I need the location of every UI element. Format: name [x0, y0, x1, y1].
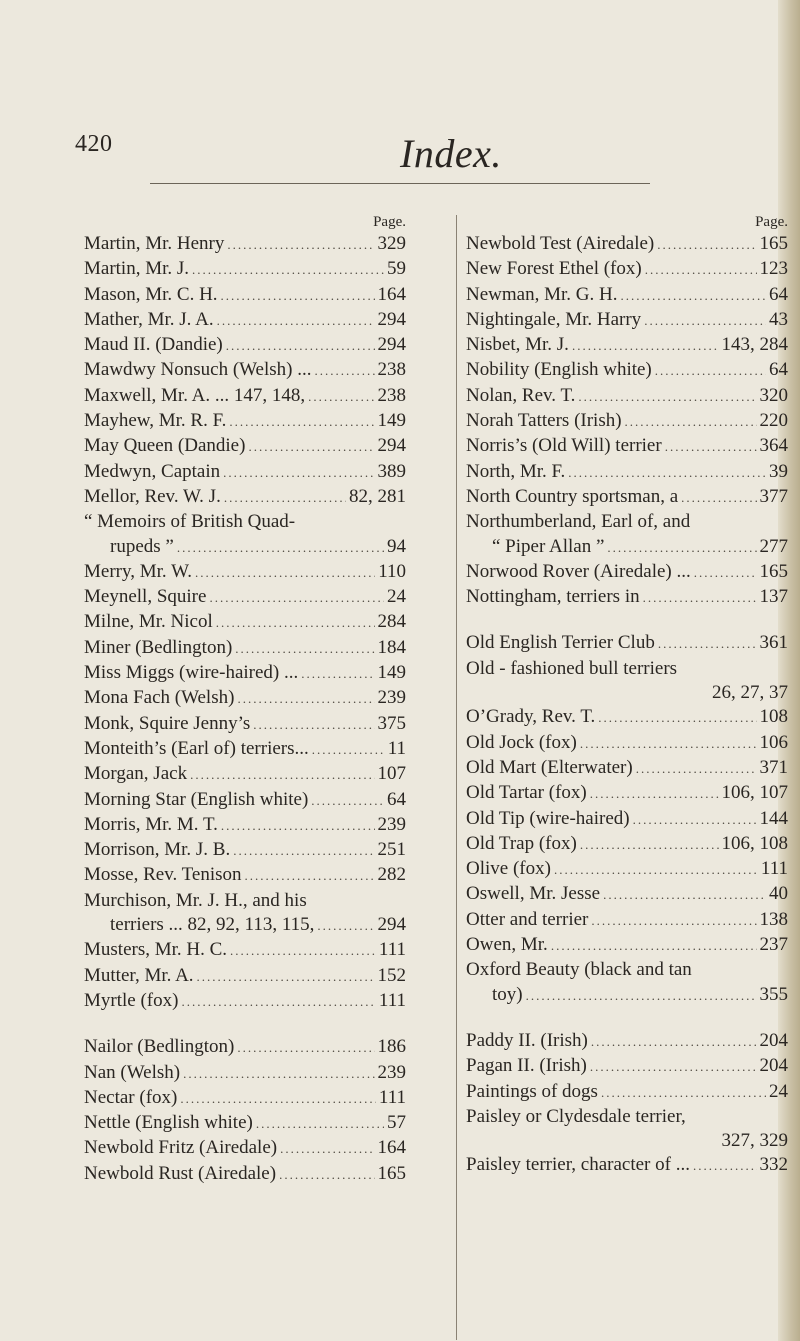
index-entry — [466, 933, 788, 958]
index-entry — [466, 460, 788, 485]
dot-leader — [694, 561, 757, 585]
entry-pages: 186 — [377, 1036, 406, 1058]
index-entry — [466, 756, 788, 781]
index-entry — [466, 681, 788, 705]
entry-term: Norah Tatters (Irish) — [466, 410, 622, 432]
group-gap — [466, 610, 788, 631]
entry-term: Nectar (fox) — [84, 1086, 178, 1108]
entry-pages: 106, 107 — [721, 782, 788, 804]
entry-term: Norris’s (Old Will) terrier — [466, 435, 662, 457]
entry-term: Mather, Mr. J. A. — [84, 308, 214, 330]
dot-leader — [572, 334, 719, 358]
entry-pages: 149 — [377, 662, 406, 684]
index-entry — [84, 257, 406, 282]
dot-leader — [279, 1163, 374, 1187]
entry-pages: 294 — [377, 435, 406, 457]
entry-term: Oxford Beauty (black and tan — [466, 959, 692, 981]
entry-term: Nightingale, Mr. Harry — [466, 308, 642, 330]
entry-pages: 251 — [377, 839, 406, 861]
dot-leader — [229, 410, 374, 434]
index-entry — [466, 257, 788, 282]
dot-leader — [633, 808, 757, 832]
entry-pages: 165 — [759, 560, 788, 582]
index-entry — [84, 889, 406, 913]
index-entry — [84, 585, 406, 610]
entry-pages: 64 — [769, 359, 788, 381]
entry-term: Monteith’s (Earl of) terriers... — [84, 737, 309, 759]
index-entry — [466, 308, 788, 333]
index-entry — [84, 1162, 406, 1187]
entry-pages: 11 — [387, 737, 406, 759]
entry-pages: 294 — [377, 914, 406, 936]
dot-leader — [658, 632, 757, 656]
entry-pages: 239 — [377, 687, 406, 709]
dot-leader — [308, 385, 374, 409]
dot-leader — [620, 284, 766, 308]
entry-term: Mona Fach (Welsh) — [84, 687, 235, 709]
dot-leader — [311, 789, 384, 813]
entry-pages: 57 — [387, 1112, 406, 1134]
dot-leader — [195, 561, 375, 585]
entry-term: Nan (Welsh) — [84, 1061, 181, 1083]
index-column-left — [84, 212, 406, 1187]
entry-pages: 237 — [759, 934, 788, 956]
entry-term: Mosse, Rev. Tenison — [84, 864, 242, 886]
entry-pages: 64 — [387, 788, 406, 810]
index-entry — [466, 1105, 788, 1129]
entry-pages: 164 — [377, 1137, 406, 1159]
entry-pages: 111 — [378, 989, 406, 1011]
entry-pages: 239 — [377, 1061, 406, 1083]
index-entry — [466, 882, 788, 907]
index-entry — [84, 610, 406, 635]
group-gap — [84, 1014, 406, 1035]
entry-term: Old Mart (Elterwater) — [466, 756, 633, 778]
entry-term: Nailor (Bedlington) — [84, 1036, 235, 1058]
entry-term: Morrison, Mr. J. B. — [84, 839, 231, 861]
dot-leader — [578, 385, 756, 409]
dot-leader — [221, 814, 375, 838]
dot-leader — [256, 1112, 384, 1136]
index-entry — [84, 460, 406, 485]
entry-pages: 137 — [759, 586, 788, 608]
entry-pages: 26, 27, 37 — [712, 682, 788, 704]
entry-term: Newbold Fritz (Airedale) — [84, 1137, 278, 1159]
entry-term: Myrtle (fox) — [84, 989, 179, 1011]
entry-term: New Forest Ethel (fox) — [466, 258, 642, 280]
dot-leader — [190, 763, 374, 787]
entry-term: Old Trap (fox) — [466, 832, 577, 854]
dot-leader — [625, 410, 757, 434]
page-column-label: Page. — [373, 214, 406, 230]
index-entry — [84, 510, 406, 534]
index-column-right — [466, 212, 788, 1179]
dot-leader — [681, 486, 756, 510]
entry-pages: 375 — [377, 712, 406, 734]
entry-term: Meynell, Squire — [84, 586, 207, 608]
entry-term: Murchison, Mr. J. H., and his — [84, 889, 307, 911]
entry-pages: 144 — [759, 807, 788, 829]
dot-leader — [665, 435, 757, 459]
dot-leader — [601, 1081, 766, 1105]
index-entry — [466, 535, 788, 560]
index-entry — [84, 1061, 406, 1086]
index-entry — [84, 813, 406, 838]
entry-pages: 294 — [377, 334, 406, 356]
index-entry — [84, 636, 406, 661]
entry-pages: 138 — [759, 908, 788, 930]
index-entry — [466, 283, 788, 308]
dot-leader — [181, 990, 375, 1014]
page-number: 420 — [75, 131, 113, 157]
dot-leader — [657, 233, 756, 257]
entry-pages: 111 — [378, 1086, 406, 1108]
dot-leader — [590, 782, 719, 806]
entry-pages: 123 — [759, 258, 788, 280]
dot-leader — [607, 536, 756, 560]
entry-term: Mason, Mr. C. H. — [84, 283, 218, 305]
entry-term: “ Piper Allan ” — [492, 535, 605, 557]
entry-term: Old English Terrier Club — [466, 632, 655, 654]
entry-term: Newbold Test (Airedale) — [466, 233, 655, 254]
entry-pages: 107 — [377, 763, 406, 785]
dot-leader — [317, 914, 374, 938]
entry-pages: 364 — [759, 435, 788, 457]
dot-leader — [197, 965, 375, 989]
entry-term: Mutter, Mr. A. — [84, 964, 194, 986]
entry-pages: 204 — [759, 1029, 788, 1051]
dot-leader — [655, 359, 766, 383]
entry-term: Martin, Mr. Henry — [84, 233, 225, 254]
entry-term: Nettle (English white) — [84, 1112, 253, 1134]
index-entry — [466, 705, 788, 730]
index-entry — [466, 958, 788, 982]
entry-term: Mellor, Rev. W. J. — [84, 485, 221, 507]
entry-pages: 361 — [759, 632, 788, 654]
entry-term: Newman, Mr. G. H. — [466, 283, 618, 305]
entry-pages: 106 — [759, 731, 788, 753]
entry-term: Olive (fox) — [466, 858, 551, 880]
index-entry — [466, 807, 788, 832]
entry-term: Mayhew, Mr. R. F. — [84, 410, 227, 432]
entry-term: Miner (Bedlington) — [84, 636, 233, 658]
entry-term: North, Mr. F. — [466, 460, 566, 482]
entry-term: Musters, Mr. H. C. — [84, 939, 228, 961]
entry-pages: 389 — [377, 460, 406, 482]
index-entry — [84, 762, 406, 787]
group-gap — [466, 1008, 788, 1029]
entry-term: Paintings of dogs — [466, 1080, 598, 1102]
index-entry — [466, 631, 788, 656]
index-entry — [84, 788, 406, 813]
dot-leader — [312, 738, 385, 762]
index-entry — [466, 731, 788, 756]
entry-term: North Country sportsman, a — [466, 485, 679, 507]
dot-leader — [217, 309, 375, 333]
dot-leader — [643, 586, 757, 610]
entry-pages: 332 — [759, 1154, 788, 1176]
entry-term: Norwood Rover (Airedale) ... — [466, 560, 691, 582]
index-entry — [84, 560, 406, 585]
dot-leader — [224, 486, 346, 510]
dot-leader — [590, 1055, 757, 1079]
entry-pages: 82, 281 — [349, 485, 406, 507]
entry-pages: 220 — [759, 410, 788, 432]
index-entry — [84, 737, 406, 762]
entry-term: Old Jock (fox) — [466, 731, 577, 753]
dot-leader — [237, 687, 374, 711]
index-entry — [466, 384, 788, 409]
index-entry — [84, 535, 406, 560]
entry-pages: 111 — [378, 939, 406, 961]
entry-pages: 39 — [769, 460, 788, 482]
index-entry — [84, 712, 406, 737]
entry-pages: 24 — [387, 586, 406, 608]
entry-pages: 165 — [377, 1162, 406, 1184]
dot-leader — [223, 461, 374, 485]
entry-pages: 143, 284 — [721, 334, 788, 356]
entry-pages: 238 — [377, 359, 406, 381]
index-entry — [84, 485, 406, 510]
entry-pages: 320 — [759, 384, 788, 406]
dot-leader — [235, 637, 374, 661]
index-entry — [84, 1111, 406, 1136]
dot-leader — [551, 934, 757, 958]
dot-leader — [226, 334, 375, 358]
entry-term: Morning Star (English white) — [84, 788, 309, 810]
index-entry — [466, 510, 788, 534]
entry-pages: 24 — [769, 1080, 788, 1102]
entry-term: Monk, Squire Jenny’s — [84, 712, 251, 734]
index-entry — [84, 989, 406, 1014]
entry-pages: 377 — [759, 485, 788, 507]
entry-pages: 329 — [377, 233, 406, 254]
index-entry — [84, 283, 406, 308]
dot-leader — [227, 233, 374, 257]
index-entry — [466, 434, 788, 459]
entry-pages: 184 — [377, 636, 406, 658]
index-entry — [84, 409, 406, 434]
entry-pages: 277 — [759, 535, 788, 557]
index-entry — [466, 1153, 788, 1178]
dot-leader — [216, 611, 375, 635]
entry-term: “ Memoirs of British Quad- — [84, 511, 296, 533]
entry-pages: 294 — [377, 308, 406, 330]
entry-term: Martin, Mr. J. — [84, 258, 190, 280]
index-entry — [466, 333, 788, 358]
page-column-label: Page. — [755, 214, 788, 230]
entry-term: toy) — [492, 983, 523, 1005]
index-entry — [84, 384, 406, 409]
index-entry — [466, 585, 788, 610]
entry-pages: 108 — [759, 706, 788, 728]
index-entry — [84, 434, 406, 459]
dot-leader — [248, 435, 374, 459]
index-entry — [84, 913, 406, 938]
entry-term: Pagan II. (Irish) — [466, 1055, 587, 1077]
entry-term: Oswell, Mr. Jesse — [466, 883, 601, 905]
dot-leader — [580, 833, 719, 857]
index-entry — [84, 938, 406, 963]
entry-term: May Queen (Dandie) — [84, 435, 246, 457]
entry-term: Old Tip (wire-haired) — [466, 807, 630, 829]
index-entry — [466, 908, 788, 933]
entry-pages: 110 — [378, 560, 406, 582]
index-entry — [84, 232, 406, 257]
header-rule — [150, 183, 650, 184]
index-entry — [84, 686, 406, 711]
entry-pages: 152 — [377, 964, 406, 986]
entry-term: Old Tartar (fox) — [466, 782, 587, 804]
index-entry — [466, 232, 788, 257]
dot-leader — [645, 258, 757, 282]
entry-term: Newbold Rust (Airedale) — [84, 1162, 277, 1184]
dot-leader — [253, 713, 374, 737]
page-header — [0, 0, 800, 190]
entry-pages: 165 — [759, 233, 788, 254]
entry-pages: 43 — [769, 308, 788, 330]
dot-leader — [280, 1137, 374, 1161]
entry-term: Owen, Mr. — [466, 934, 548, 956]
entry-term: Old - fashioned bull terriers — [466, 657, 678, 679]
index-entry — [466, 781, 788, 806]
index-entry — [84, 1086, 406, 1111]
entry-term: Paisley or Clydesdale terrier, — [466, 1105, 686, 1127]
entry-pages: 164 — [377, 283, 406, 305]
entry-term: O’Grady, Rev. T. — [466, 706, 596, 728]
index-entry — [466, 857, 788, 882]
entry-pages: 106, 108 — [721, 832, 788, 854]
entry-term: Medwyn, Captain — [84, 460, 221, 482]
dot-leader — [591, 909, 756, 933]
dot-leader — [177, 536, 384, 560]
entry-term: Nobility (English white) — [466, 359, 652, 381]
dot-leader — [221, 284, 375, 308]
dot-leader — [192, 258, 384, 282]
entry-term: Northumberland, Earl of, and — [466, 511, 691, 533]
entry-term: Miss Miggs (wire-haired) ... — [84, 662, 299, 684]
entry-term: Otter and terrier — [466, 908, 589, 930]
dot-leader — [245, 864, 375, 888]
dot-leader — [526, 984, 757, 1008]
column-divider — [456, 215, 457, 1340]
entry-term: Morris, Mr. M. T. — [84, 813, 218, 835]
dot-leader — [180, 1087, 376, 1111]
index-entry — [466, 1029, 788, 1054]
dot-leader — [568, 461, 766, 485]
dot-leader — [230, 939, 376, 963]
dot-leader — [237, 1036, 374, 1060]
entry-term: rupeds ” — [110, 535, 174, 557]
dot-leader — [693, 1154, 757, 1178]
entry-pages: 59 — [387, 258, 406, 280]
entry-term: Nottingham, terriers in — [466, 586, 640, 608]
dot-leader — [591, 1030, 757, 1054]
entry-pages: 239 — [377, 813, 406, 835]
entry-pages: 94 — [387, 535, 406, 557]
index-entry — [84, 358, 406, 383]
dot-leader — [603, 883, 766, 907]
index-entry — [466, 983, 788, 1008]
dot-leader — [301, 662, 374, 686]
page-title: Index. — [400, 131, 502, 176]
entry-term: Paisley terrier, character of ... — [466, 1154, 690, 1176]
entry-term: Maud II. (Dandie) — [84, 334, 223, 356]
entry-pages: 284 — [377, 611, 406, 633]
entry-pages: 371 — [759, 756, 788, 778]
index-entry — [466, 1129, 788, 1153]
index-entry — [84, 838, 406, 863]
dot-leader — [598, 706, 756, 730]
dot-leader — [554, 858, 758, 882]
entry-term: Nisbet, Mr. J. — [466, 334, 569, 356]
entry-term: Maxwell, Mr. A. ... 147, 148, — [84, 384, 306, 406]
index-entry — [84, 661, 406, 686]
dot-leader — [636, 757, 757, 781]
dot-leader — [315, 359, 375, 383]
entry-term: terriers ... 82, 92, 113, 115, — [110, 914, 315, 936]
entry-pages: 282 — [377, 864, 406, 886]
index-entry — [466, 560, 788, 585]
index-entry — [84, 308, 406, 333]
index-entry — [84, 333, 406, 358]
index-entry — [84, 863, 406, 888]
dot-leader — [209, 586, 384, 610]
dot-leader — [644, 309, 766, 333]
entry-pages: 355 — [759, 983, 788, 1005]
index-entry — [466, 1054, 788, 1079]
entry-pages: 111 — [760, 858, 788, 880]
index-entry — [466, 485, 788, 510]
entry-pages: 238 — [377, 384, 406, 406]
index-entry — [466, 358, 788, 383]
entry-term: Morgan, Jack — [84, 763, 188, 785]
index-entry — [466, 409, 788, 434]
entry-pages: 327, 329 — [721, 1130, 788, 1152]
dot-leader — [233, 839, 374, 863]
entry-term: Mawdwy Nonsuch (Welsh) ... — [84, 359, 312, 381]
entry-pages: 149 — [377, 410, 406, 432]
entry-term: Nolan, Rev. T. — [466, 384, 576, 406]
index-entry — [466, 1080, 788, 1105]
dot-leader — [183, 1062, 374, 1086]
entry-term: Paddy II. (Irish) — [466, 1029, 588, 1051]
entry-pages: 64 — [769, 283, 788, 305]
dot-leader — [580, 732, 757, 756]
entry-pages: 40 — [769, 883, 788, 905]
index-entry — [466, 657, 788, 681]
index-entry — [466, 832, 788, 857]
index-entry — [84, 1035, 406, 1060]
index-entry — [84, 964, 406, 989]
index-entry — [84, 1136, 406, 1161]
entry-pages: 204 — [759, 1055, 788, 1077]
entry-term: Milne, Mr. Nicol — [84, 611, 213, 633]
entry-term: Merry, Mr. W. — [84, 560, 193, 582]
